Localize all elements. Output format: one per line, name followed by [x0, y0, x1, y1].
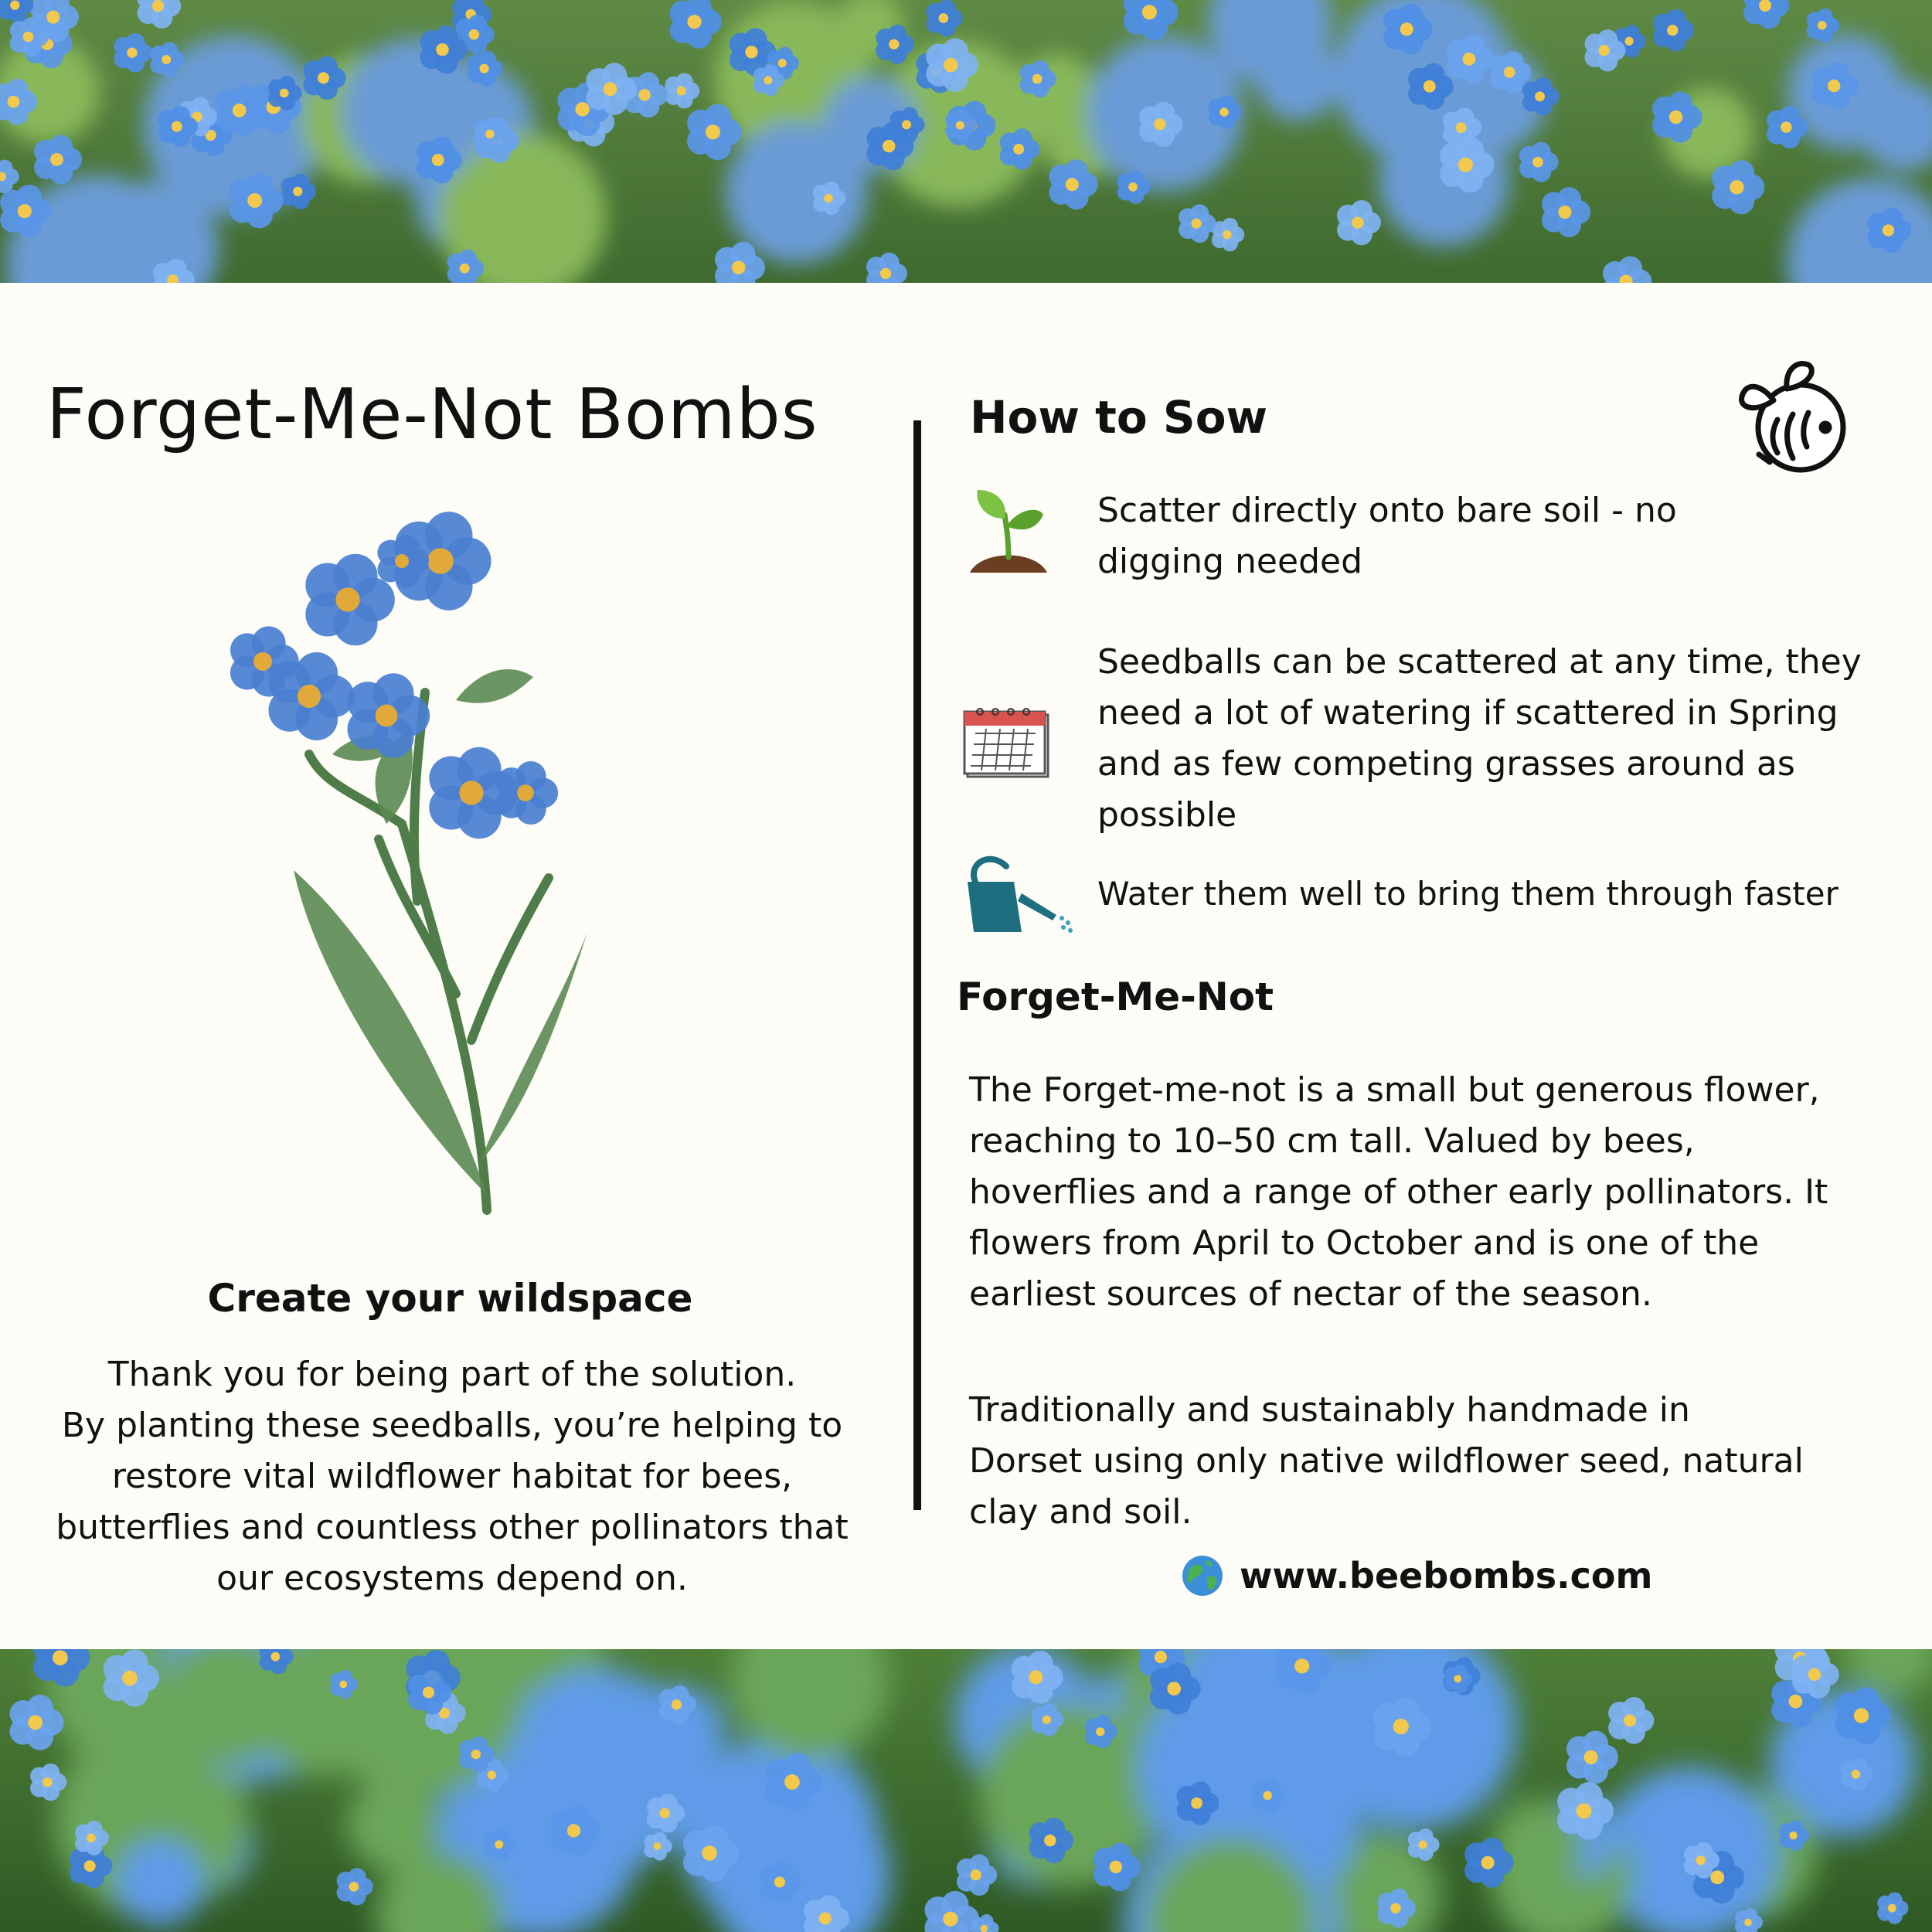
- bottom-flower-photo: [0, 1649, 1932, 1932]
- step-line: Seedballs can be scattered at any time, they: [1097, 642, 1862, 682]
- step-line: need a lot of watering if scattered in Spring: [1097, 693, 1838, 733]
- info-card: [0, 283, 1932, 1649]
- flower-field-image-top: [0, 0, 1932, 283]
- website-url[interactable]: www.beebombs.com: [1240, 1555, 1653, 1597]
- step-line: possible: [1097, 795, 1237, 835]
- create-line: restore vital wildflower habitat for bees,: [111, 1457, 793, 1496]
- step-line: Water them well to bring them through faster: [1097, 875, 1838, 913]
- watering-can-icon: [960, 847, 1076, 940]
- top-flower-photo: [0, 0, 1932, 283]
- origin-line: clay and soil.: [969, 1492, 1192, 1532]
- sow-step-scatter: [1097, 485, 1917, 587]
- forget-me-not-illustration: [224, 499, 688, 1226]
- bee-logo-icon: [1731, 354, 1855, 478]
- illustration-blossom: [268, 652, 354, 740]
- background-blur: [342, 38, 489, 185]
- create-wildspace-text: [15, 1349, 889, 1604]
- description-line: flowers from April to October and is one of the: [969, 1223, 1760, 1263]
- illustration-blossom: [496, 761, 558, 825]
- description-line: The Forget-me-not is a small but generous flower,: [969, 1070, 1820, 1110]
- page-title: Forget-Me-Not Bombs: [46, 374, 818, 455]
- description-line: earliest sources of nectar of the season.: [969, 1274, 1652, 1314]
- column-divider: [913, 420, 921, 1510]
- sow-step-timing: [1097, 637, 1917, 841]
- create-line: By planting these seedballs, you’re helping to: [61, 1406, 843, 1445]
- create-line: butterflies and countless other pollinators that: [56, 1508, 849, 1547]
- step-line: and as few competing grasses around as: [1097, 744, 1795, 784]
- background-blur: [117, 1839, 203, 1926]
- website-link[interactable]: [1181, 1554, 1652, 1597]
- step-line: digging needed: [1097, 542, 1362, 581]
- flower-field-image-bottom: [0, 1649, 1932, 1932]
- origin-line: Traditionally and sustainably handmade in: [969, 1390, 1690, 1430]
- origin-line: Dorset using only native wildflower seed, natural: [969, 1441, 1804, 1481]
- sow-step-water: [1097, 869, 1917, 920]
- create-line: our ecosystems depend on.: [216, 1559, 688, 1598]
- description-line: reaching to 10–50 cm tall. Valued by bees,: [969, 1121, 1695, 1161]
- step-line: Scatter directly onto bare soil - no: [1097, 491, 1677, 530]
- flower-description: [969, 1065, 1896, 1320]
- create-line: Thank you for being part of the solution.: [107, 1355, 797, 1394]
- handmade-origin-text: [969, 1385, 1896, 1538]
- calendar-icon: [958, 704, 1055, 781]
- description-line: hoverflies and a range of other early pollinators. It: [969, 1172, 1828, 1212]
- create-wildspace-heading: Create your wildspace: [207, 1276, 693, 1321]
- globe-icon: [1181, 1554, 1224, 1597]
- forget-me-not-heading: Forget-Me-Not: [957, 975, 1274, 1019]
- how-to-sow-heading: How to Sow: [970, 391, 1268, 444]
- seedling-icon: [966, 484, 1051, 577]
